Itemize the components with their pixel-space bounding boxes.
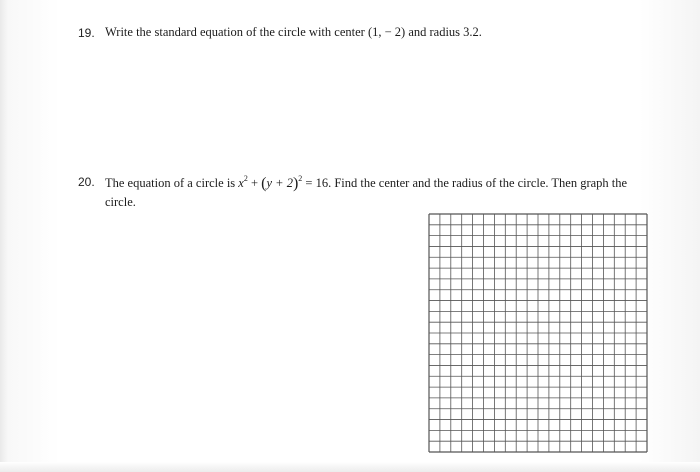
equation-exponent-y: 2 (298, 174, 303, 183)
question-19-center: (1, − 2) (367, 25, 406, 39)
page-left-shadow (0, 0, 8, 472)
question-19-suffix: and radius 3.2. (408, 25, 482, 39)
question-20-number: 20. (78, 175, 95, 189)
equation-exponent-x: 2 (243, 174, 248, 183)
question-19-prefix: Write the standard equation of the circle with center (105, 25, 365, 39)
equation-left-paren: ( (261, 175, 267, 192)
equation-x: x (238, 176, 244, 190)
graph-grid (428, 213, 648, 453)
question-20-text (105, 174, 627, 193)
question-20-text-line2: circle. (105, 195, 136, 209)
question-20-suffix: Find the center and the radius of the circle. Then graph the (334, 176, 628, 190)
page-bottom-shadow (0, 462, 700, 472)
question-20-prefix: The equation of a circle is (105, 176, 236, 190)
equation-y-term: y + 2 (266, 176, 293, 190)
question-19-number: 19. (78, 26, 95, 40)
equation-plus: + (250, 176, 259, 190)
question-19-text (105, 25, 482, 40)
equation-equals: = 16. (305, 176, 332, 190)
equation-right-paren: ) (292, 175, 299, 192)
